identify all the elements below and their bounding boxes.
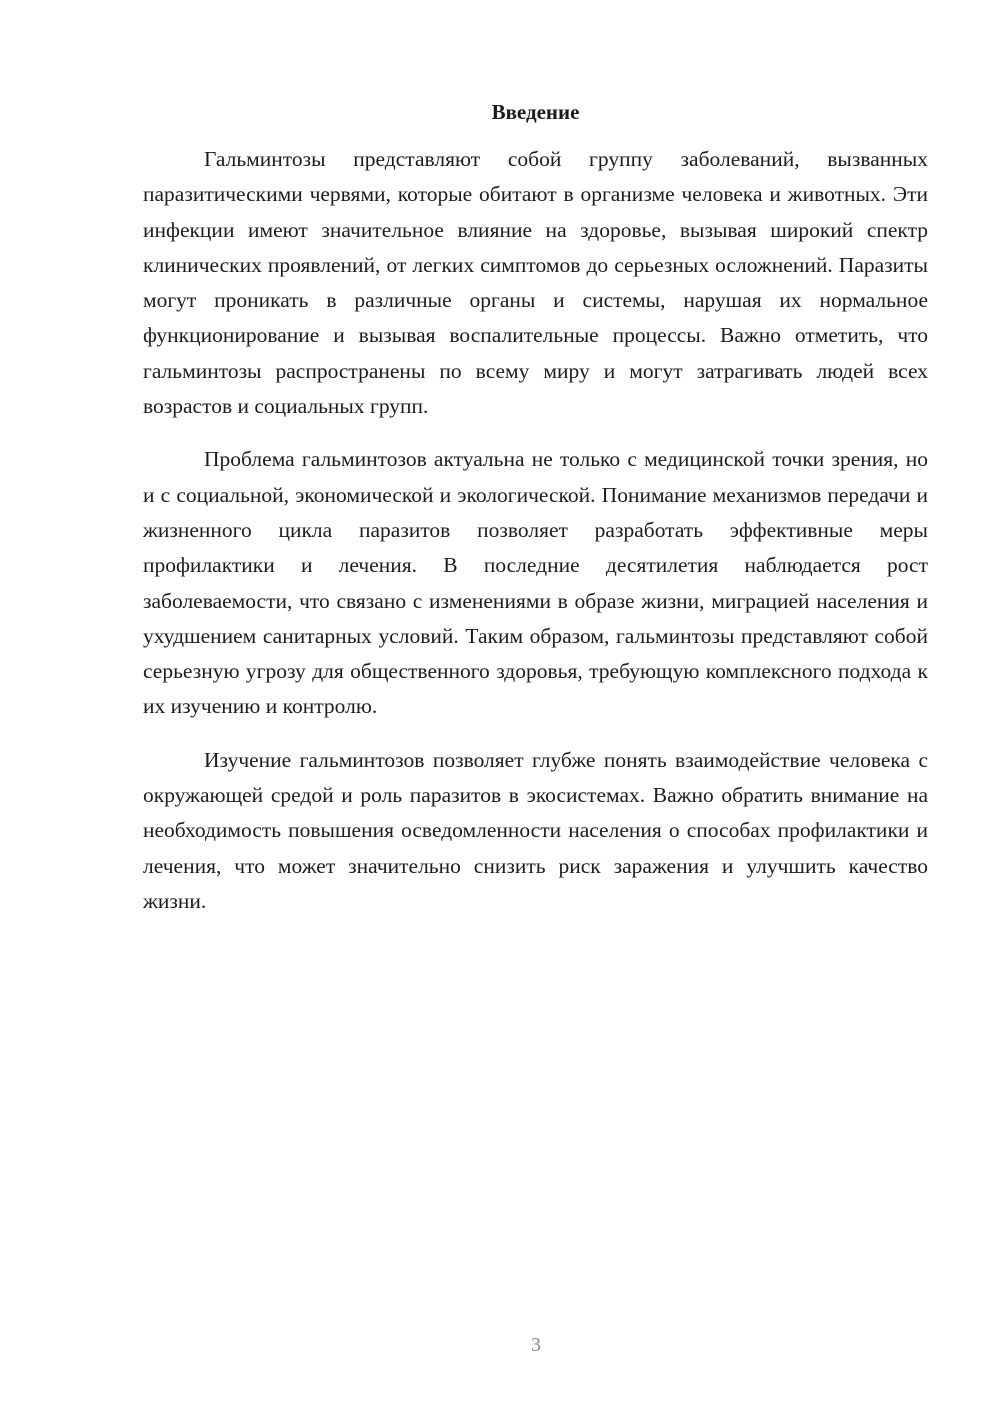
- paragraph-1: Гальминтозы представляют собой группу заболеваний, вызванных паразитическими червями, которые обитают в организме человека и животных. Эти инфекции имеют значительное влияние на здоровье, вызывая широкий спектр клинических проявлений, от легких симптомов до серьезных осложнений. Паразиты могут проникать в различные органы и системы, нарушая их нормальное функционирование и вызывая воспалительные процессы. Важно отметить, что гальминтозы распространены по всему миру и могут затрагивать людей всех возрастов и социальных групп.: [143, 147, 928, 419]
- section-title: Введение: [491, 100, 580, 124]
- page-content: [143, 96, 928, 919]
- page-number: 3: [531, 1334, 541, 1356]
- paragraph-3: Изучение гальминтозов позволяет глубже понять взаимодействие человека с окружающей средой и роль паразитов в экосистемах. Важно обратить внимание на необходимость повышения осведомленности населения о способах профилактики и лечения, что может значительно снизить риск заражения и улучшить качество жизни.: [143, 747, 928, 913]
- paragraph-2: Проблема гальминтозов актуальна не только с медицинской точки зрения, но и с социальной, экономической и экологической. Понимание механизмов передачи и жизненного цикла паразитов позволяет разработать эффективные меры профилактики и лечения. В последние десятилетия наблюдается рост заболеваемости, что связано с изменениями в образе жизни, миграцией населения и ухудшением санитарных условий. Таким образом, гальминтозы представляют собой серьезную угрозу для общественного здоровья, требующую комплексного подхода к их изучению и контролю.: [143, 447, 928, 719]
